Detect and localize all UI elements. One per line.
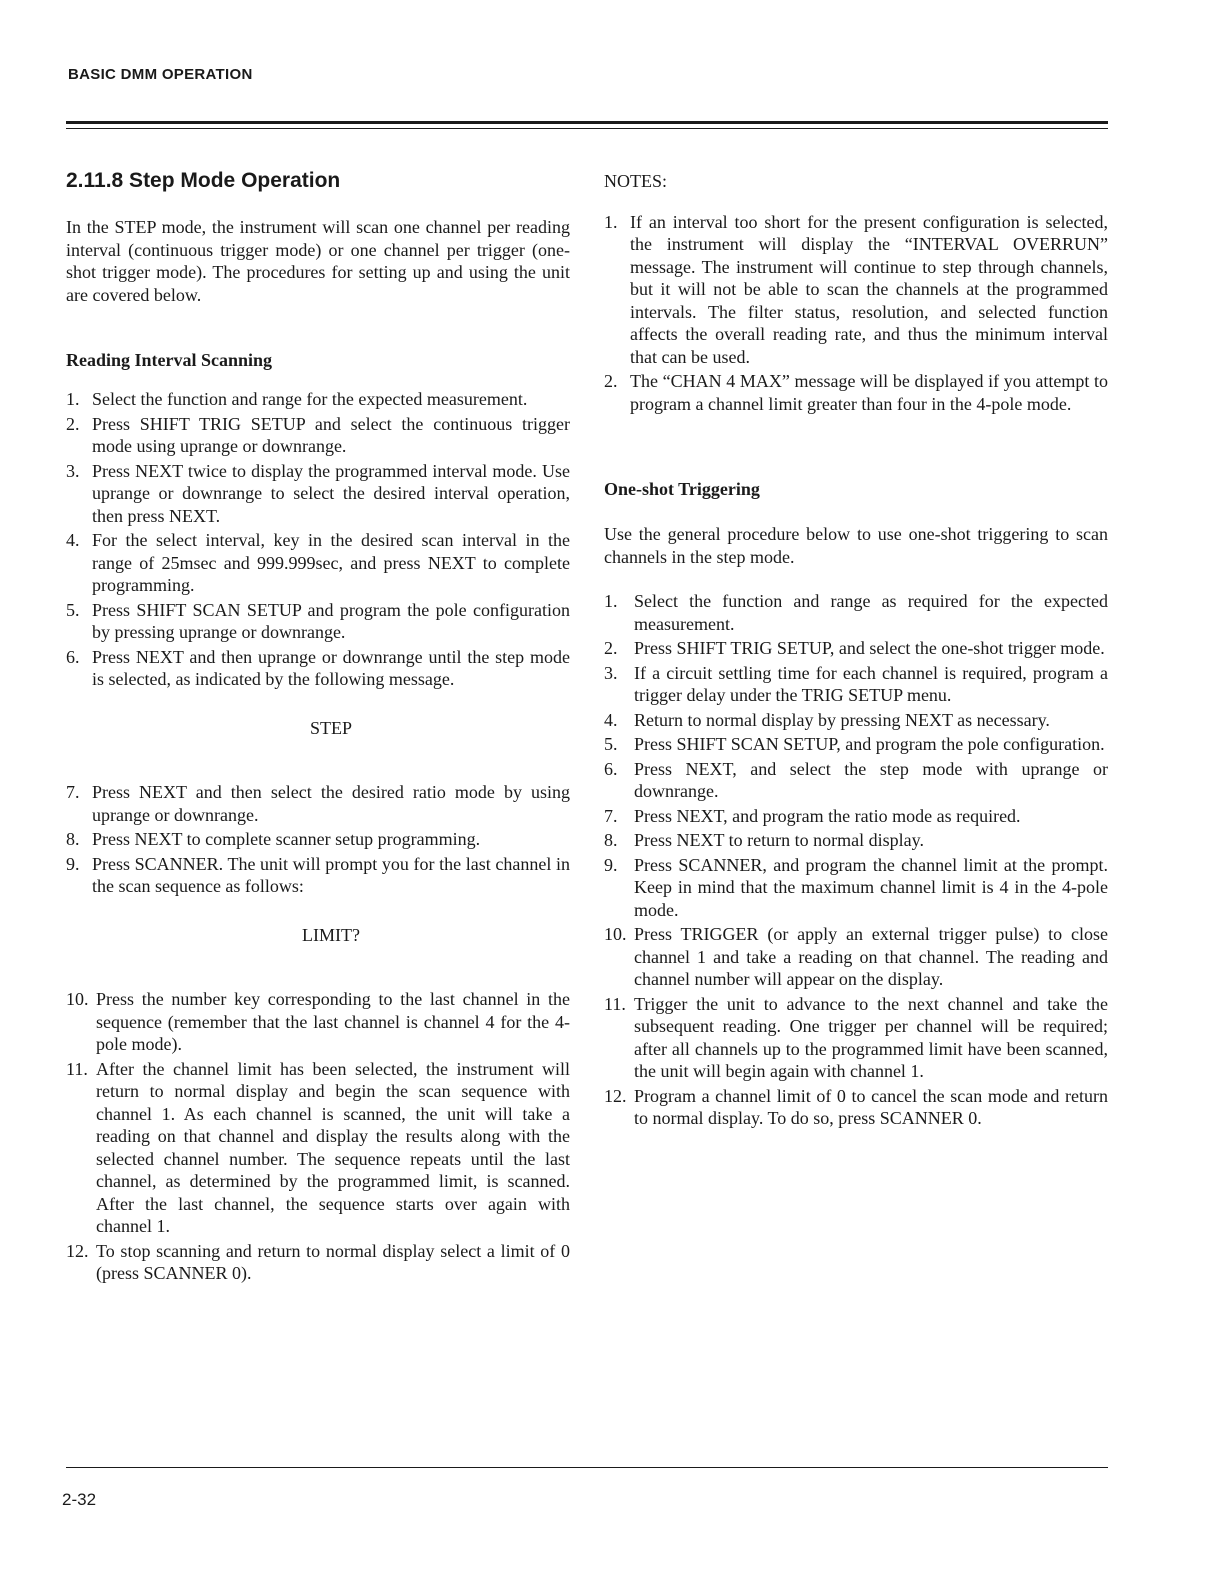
list-item [604, 923, 1108, 991]
list-item [604, 1085, 1108, 1130]
step-text: Press NEXT and then uprange or downrange until the step mode is selected, as indicated by the following message. [92, 646, 570, 689]
step-number: 3. [66, 460, 80, 481]
notes-list [604, 211, 1108, 416]
list-item [66, 988, 570, 1056]
list-item [66, 599, 570, 644]
step-text: Select the function and range as required for the expected measurement. [634, 591, 1108, 634]
list-item [66, 529, 570, 597]
step-number: 12. [66, 1240, 89, 1261]
step-number: 2. [604, 638, 618, 658]
list-item [604, 709, 1108, 732]
page-number: 2-32 [62, 1490, 97, 1509]
display-message-step: STEP [309, 717, 352, 738]
step-text: Select the function and range for the expected measurement. [92, 389, 528, 409]
note-number: 1. [604, 211, 618, 232]
list-item [604, 733, 1108, 756]
reading-interval-steps-c [66, 988, 570, 1285]
step-number: 6. [66, 646, 80, 667]
list-item [66, 853, 570, 898]
step-text: Press SHIFT SCAN SETUP and program the pole configuration by pressing uprange or downrange. [92, 599, 570, 642]
list-item [66, 646, 570, 691]
step-text: Press SHIFT TRIG SETUP and select the continuous trigger mode using uprange or downrange. [92, 413, 570, 456]
step-text: Press NEXT, and program the ratio mode as required. [634, 805, 1021, 826]
list-item [604, 805, 1108, 828]
list-item [604, 637, 1108, 660]
step-number: 1. [66, 389, 80, 409]
step-text: Press NEXT twice to display the programmed interval mode. Use uprange or downrange to select the desired interval operation, then press NEXT. [92, 460, 570, 526]
list-item [66, 388, 570, 411]
list-item [66, 460, 570, 528]
list-item [66, 828, 570, 851]
step-number: 5. [66, 599, 80, 620]
step-number: 9. [66, 853, 80, 874]
left-column [66, 160, 570, 1287]
list-item [604, 829, 1108, 852]
step-text: If a circuit settling time for each channel is required, program a trigger delay under the TRIG SETUP menu. [634, 662, 1108, 705]
step-number: 2. [66, 413, 80, 434]
running-head: BASIC DMM OPERATION [68, 66, 253, 83]
step-text: Press TRIGGER (or apply an external trigger pulse) to close channel 1 and take a reading on that channel. The reading and channel number will appear on the display. [634, 924, 1108, 989]
step-text: Press SCANNER, and program the channel limit at the prompt. Keep in mind that the maximum channel limit is 4 in the 4-pole mode. [634, 854, 1108, 920]
step-text: For the select interval, key in the desired scan interval in the range of 25msec and 999.999sec, and press NEXT to complete programming. [92, 530, 570, 595]
step-text: Press NEXT, and select the step mode with uprange or downrange. [634, 758, 1108, 801]
list-item [604, 590, 1108, 635]
step-number: 8. [66, 829, 80, 849]
list-item [66, 1058, 570, 1238]
section-intro: In the STEP mode, the instrument will scan one channel per reading interval (continuous trigger mode) or one channel per trigger (one-shot trigger mode). The procedures for setting up and using the unit are covered below. [66, 217, 570, 305]
display-message-limit: LIMIT? [302, 924, 360, 945]
step-number: 3. [604, 662, 618, 683]
step-text: Trigger the unit to advance to the next channel and take the subsequent reading. One trigger per channel will be required; after all channels up to the programmed limit have been scanned, the unit will begin again with channel 1. [634, 993, 1108, 1081]
step-text: Press SHIFT TRIG SETUP, and select the one-shot trigger mode. [634, 638, 1105, 658]
step-number: 5. [604, 734, 618, 754]
reading-interval-steps-b [66, 781, 570, 898]
note-number: 2. [604, 371, 618, 391]
list-item [66, 781, 570, 826]
step-text: Press SHIFT SCAN SETUP, and program the pole configuration. [634, 734, 1105, 754]
list-item [66, 413, 570, 458]
step-number: 11. [604, 993, 626, 1014]
step-number: 4. [604, 709, 618, 730]
step-number: 1. [604, 591, 618, 611]
list-item [604, 758, 1108, 803]
footer-rule [66, 1467, 1108, 1468]
note-text: If an interval too short for the present configuration is selected, the instrument will display the “INTERVAL OVERRUN” message. The instrument will continue to step through channels, but it will not be able to scan the channels at the programmed intervals. The filter status, resolution, and selected function affects the overall reading rate, and thus the minimum interval that can be used. [630, 211, 1108, 367]
reading-interval-steps-a [66, 388, 570, 691]
step-number: 8. [604, 830, 618, 850]
section-title: 2.11.8 Step Mode Operation [66, 169, 341, 192]
step-number: 7. [604, 805, 618, 826]
header-rule-thick [66, 121, 1108, 124]
step-text: Press the number key corresponding to the last channel in the sequence (remember that the last channel is channel 4 for the 4-pole mode). [96, 989, 570, 1054]
step-number: 9. [604, 854, 618, 875]
one-shot-intro: Use the general procedure below to use one-shot triggering to scan channels in the step mode. [604, 524, 1108, 567]
step-text: Press NEXT to complete scanner setup programming. [92, 829, 481, 849]
step-number: 4. [66, 530, 80, 550]
step-number: 7. [66, 782, 80, 802]
list-item [66, 1240, 570, 1285]
step-number: 6. [604, 758, 618, 779]
step-number: 12. [604, 1085, 627, 1106]
step-text: Press NEXT to return to normal display. [634, 830, 924, 850]
step-text: Program a channel limit of 0 to cancel the scan mode and return to normal display. To do so, press SCANNER 0. [634, 1085, 1108, 1128]
step-text: After the channel limit has been selected, the instrument will return to normal display and begin the scan sequence with channel 1. As each channel is scanned, the unit will take a reading on that channel and display the results along with the selected channel number. The sequence repeats until the last channel, as determined by the programmed limit, is scanned. After the last channel, the sequence starts over again with channel 1. [96, 1058, 570, 1236]
list-item [604, 662, 1108, 707]
list-item [604, 993, 1108, 1083]
step-number: 11. [66, 1058, 88, 1079]
one-shot-steps [604, 590, 1108, 1130]
list-item [604, 211, 1108, 369]
step-number: 10. [66, 989, 89, 1009]
notes-label: NOTES: [604, 171, 667, 191]
step-text: To stop scanning and return to normal display select a limit of 0 (press SCANNER 0). [96, 1240, 570, 1283]
step-text: Return to normal display by pressing NEXT as necessary. [634, 709, 1050, 730]
step-text: Press NEXT and then select the desired ratio mode by using uprange or downrange. [92, 782, 570, 825]
one-shot-heading: One-shot Triggering [604, 479, 760, 499]
header-rule-thin [66, 128, 1108, 129]
list-item [604, 854, 1108, 922]
step-text: Press SCANNER. The unit will prompt you for the last channel in the scan sequence as follows: [92, 853, 570, 896]
step-number: 10. [604, 924, 627, 944]
right-column [604, 160, 1108, 1132]
reading-interval-heading: Reading Interval Scanning [66, 350, 273, 370]
note-text: The “CHAN 4 MAX” message will be displayed if you attempt to program a channel limit greater than four in the 4-pole mode. [630, 371, 1108, 414]
list-item [604, 370, 1108, 415]
